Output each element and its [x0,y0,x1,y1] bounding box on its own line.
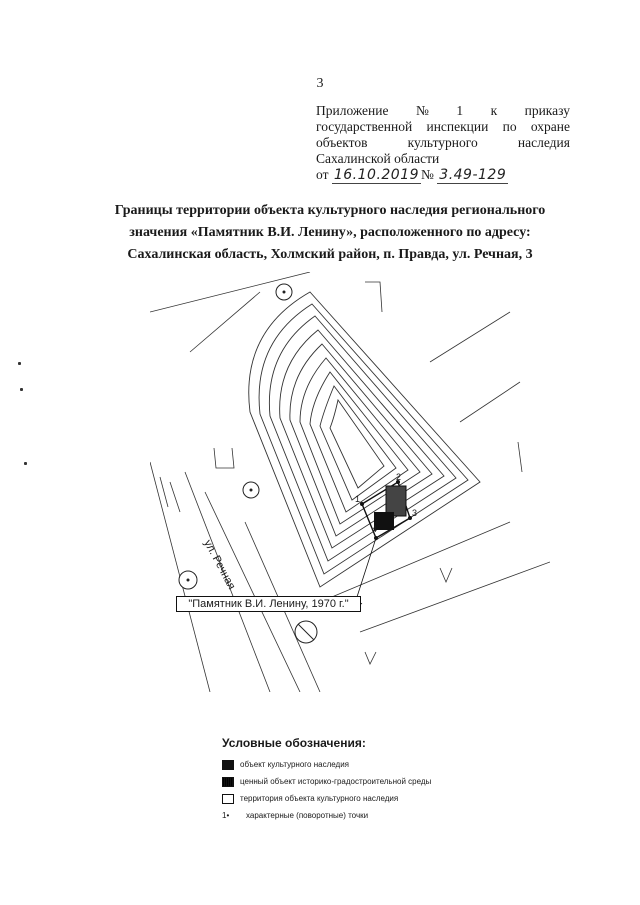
legend-item-text: территория объекта культурного наследия [240,794,399,803]
margin-mark [24,462,27,465]
zone-outline [320,386,396,500]
date-prefix: от [316,167,329,182]
annex-word: 1 [456,103,464,118]
legend-swatch-empty [222,794,234,804]
legend-title: Условные обозначения: [222,736,366,750]
annex-line-2 [316,119,570,135]
annex-word: № [415,103,429,118]
legend-item-text: объект культурного наследия [240,760,349,769]
legend-swatch-hatched [222,777,234,787]
point-label-1: 1 [355,494,361,504]
date-value: 16.10.2019 [333,167,420,183]
legend-point-symbol: 1• [222,810,230,820]
annex-word: инспекции [426,119,489,134]
map-line [430,312,510,362]
annex-word: наследия [517,135,570,150]
map-line [460,382,520,422]
legend-item [222,807,482,824]
margin-mark [20,388,23,391]
margin-mark [18,362,21,365]
map-line [320,522,510,602]
annex-header [316,103,570,183]
legend-item [222,756,482,773]
point-label-3: 3 [412,508,418,518]
zone-outline [280,330,444,548]
map-line [365,282,382,312]
map-line [190,292,260,352]
legend-swatch-black [222,760,234,770]
annex-line-3 [316,135,570,151]
map-line [160,477,168,507]
annex-line-4: Сахалинской области [316,151,440,166]
zone-outline [249,292,480,587]
legend-item-text: характерные (поворотные) точки [246,811,369,820]
legend-item [222,773,482,790]
annex-word: по [502,119,517,134]
label-leader [356,538,376,604]
number-value: 3.49-129 [439,167,507,183]
annex-date-line [316,167,570,183]
street-label: ул. Речная [201,538,238,592]
document-title [70,200,590,266]
point-label-4: 4 [372,524,378,534]
turning-point-1 [360,502,364,506]
circle-dot [283,291,286,294]
zone-outline [259,304,468,574]
map-line [518,442,522,472]
annex-word: объектов [316,135,368,150]
number-prefix: № [421,167,434,182]
object-label-box: "Памятник В.И. Ленину, 1970 г." [176,596,361,612]
annex-word: культурного [407,135,478,150]
title-line-1: Границы территории объекта культурного наследия регионального [114,203,546,218]
legend [222,736,482,824]
map-line [214,448,234,468]
annex-word: государственной [316,119,413,134]
map-line [170,482,180,512]
map-line [365,652,376,664]
circle-dot [250,489,253,492]
annex-line-1 [316,103,570,119]
map-line [205,492,300,692]
title-line-3: Сахалинская область, Холмский район, п. Правда, ул. Речная, 3 [127,247,533,262]
zone-outline [330,400,384,488]
valuable-object-hatched [386,486,406,516]
annex-word: приказу [524,103,570,118]
map-line [440,568,452,582]
circle-dot [187,579,190,582]
annex-word: к [490,103,498,118]
point-label-2: 2 [396,472,402,482]
annex-word: охране [530,119,570,134]
legend-item-text: ценный объект историко-градостроительной среды [240,777,432,786]
legend-item [222,790,482,807]
annex-word: Приложение [316,103,389,118]
map-line [360,562,550,632]
title-line-2: значения «Памятник В.И. Ленину», расположенного по адресу: [129,225,531,240]
site-map [150,272,550,692]
page-number: 3 [316,76,324,91]
